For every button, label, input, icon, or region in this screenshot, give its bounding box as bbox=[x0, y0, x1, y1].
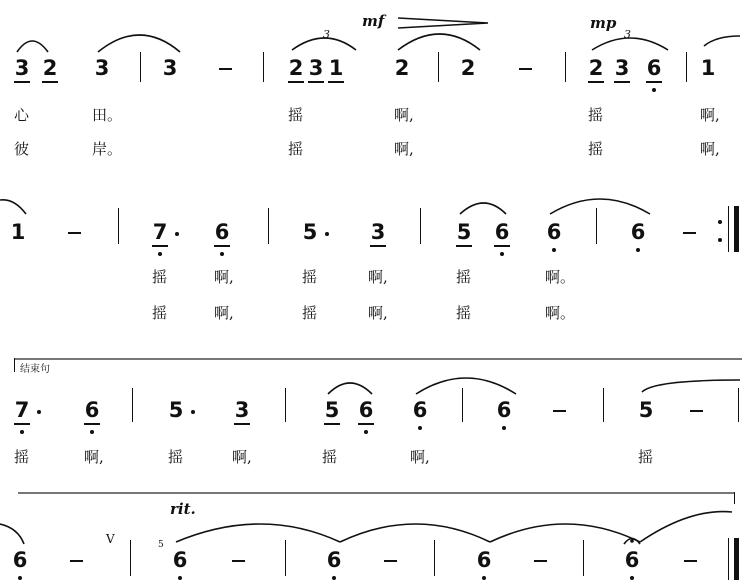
note: 6 bbox=[644, 56, 664, 80]
lyric: 摇 bbox=[288, 106, 304, 124]
tie bbox=[398, 34, 480, 50]
lyric: 摇 bbox=[322, 448, 338, 466]
note: 6 bbox=[492, 220, 512, 244]
lyric: 摇 bbox=[152, 304, 168, 322]
note: 6 bbox=[326, 548, 342, 572]
rit-marking: rit. bbox=[170, 500, 196, 518]
decrescendo-hairpin bbox=[398, 18, 488, 28]
slur bbox=[17, 41, 48, 52]
lyric: 心 bbox=[14, 106, 30, 124]
lyric: 啊, bbox=[394, 140, 414, 158]
tie bbox=[416, 378, 516, 394]
lyric: 田。 bbox=[92, 106, 123, 124]
tie bbox=[490, 524, 640, 542]
note: 2 bbox=[394, 56, 410, 80]
note: 3 bbox=[306, 56, 326, 80]
note: 6 bbox=[12, 548, 28, 572]
note: 2 bbox=[460, 56, 476, 80]
lyric: 啊, bbox=[214, 268, 234, 286]
lyric: 摇 bbox=[288, 140, 304, 158]
lyric: 摇 bbox=[302, 304, 318, 322]
breath-mark: V bbox=[106, 532, 115, 546]
grace-note: 5 bbox=[158, 540, 164, 550]
tie bbox=[340, 524, 490, 542]
note: 1 bbox=[326, 56, 346, 80]
tie bbox=[176, 524, 340, 542]
lyric: 摇 bbox=[456, 268, 472, 286]
lyric: 摇 bbox=[168, 448, 184, 466]
lyric: 啊, bbox=[214, 304, 234, 322]
ending-label: 结束句 bbox=[20, 364, 50, 375]
slur bbox=[328, 383, 372, 394]
note: 6 bbox=[412, 398, 428, 422]
lyric: 啊, bbox=[410, 448, 430, 466]
lyric: 摇 bbox=[638, 448, 654, 466]
note: 3 bbox=[94, 56, 110, 80]
dynamic-mp: mp bbox=[590, 14, 617, 32]
lyric: 啊, bbox=[394, 106, 414, 124]
tie bbox=[0, 524, 24, 544]
note: 6 bbox=[630, 220, 646, 244]
note: 3 bbox=[368, 220, 388, 244]
dynamic-mf: mf bbox=[362, 12, 385, 30]
lyric: 啊, bbox=[700, 140, 720, 158]
lyric: 摇 bbox=[456, 304, 472, 322]
lyric: 啊, bbox=[368, 268, 388, 286]
tie bbox=[642, 380, 740, 392]
lyric: 啊, bbox=[700, 106, 720, 124]
lyric: 摇 bbox=[14, 448, 30, 466]
note: 7 bbox=[12, 398, 32, 422]
lyric: 摇 bbox=[588, 140, 604, 158]
note: 3 bbox=[162, 56, 178, 80]
note: 1 bbox=[700, 56, 716, 80]
note: 5 bbox=[302, 220, 318, 244]
note: 6 bbox=[624, 548, 640, 572]
lyric: 啊, bbox=[84, 448, 104, 466]
lyric: 啊, bbox=[232, 448, 252, 466]
note: 6 bbox=[172, 548, 188, 572]
note: 5 bbox=[322, 398, 342, 422]
note: 6 bbox=[496, 398, 512, 422]
triplet-number: 3 bbox=[624, 28, 631, 41]
slur bbox=[460, 203, 506, 214]
note: 6 bbox=[82, 398, 102, 422]
note: 2 bbox=[40, 56, 60, 80]
fermata-dot bbox=[630, 539, 634, 543]
triplet-slur bbox=[592, 38, 668, 50]
triplet-slur bbox=[292, 38, 356, 50]
triplet-number: 3 bbox=[323, 28, 330, 41]
lyric: 摇 bbox=[302, 268, 318, 286]
lyric: 摇 bbox=[152, 268, 168, 286]
note: 6 bbox=[546, 220, 562, 244]
note: 5 bbox=[168, 398, 184, 422]
note: 2 bbox=[286, 56, 306, 80]
tie bbox=[98, 35, 180, 52]
note: 3 bbox=[12, 56, 32, 80]
note: 3 bbox=[612, 56, 632, 80]
tie bbox=[640, 512, 732, 542]
note: 5 bbox=[638, 398, 654, 422]
note: 3 bbox=[232, 398, 252, 422]
note: 1 bbox=[10, 220, 26, 244]
lyric: 岸。 bbox=[92, 140, 123, 158]
note: 7 bbox=[150, 220, 170, 244]
lyric: 啊。 bbox=[545, 268, 576, 286]
note: 6 bbox=[212, 220, 232, 244]
lyric: 摇 bbox=[588, 106, 604, 124]
note: 5 bbox=[454, 220, 474, 244]
lyric: 啊, bbox=[368, 304, 388, 322]
lyric: 啊。 bbox=[545, 304, 576, 322]
note: 2 bbox=[586, 56, 606, 80]
tie bbox=[0, 200, 26, 214]
note: 6 bbox=[356, 398, 376, 422]
tie bbox=[704, 36, 740, 46]
note: 6 bbox=[476, 548, 492, 572]
tie bbox=[550, 199, 650, 214]
lyric: 彼 bbox=[14, 140, 30, 158]
